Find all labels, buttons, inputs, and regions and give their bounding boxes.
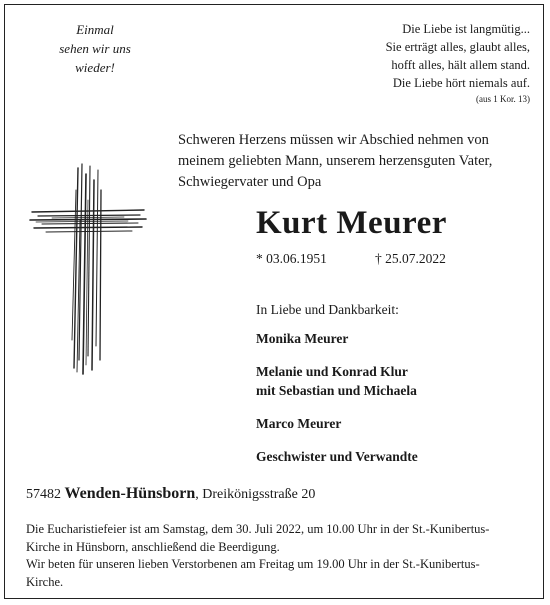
- birth-date: * 03.06.1951: [256, 251, 327, 266]
- address-street: , Dreikönigsstraße 20: [195, 487, 316, 502]
- mourners-lead: In Liebe und Dankbarkeit:: [256, 302, 399, 317]
- motto-line: Einmal: [76, 22, 114, 37]
- mourner-name: Melanie und Konrad Klur: [256, 364, 408, 379]
- service-paragraph: [26, 521, 536, 556]
- mourner-entry: [256, 362, 536, 400]
- mourner-entry: [256, 329, 536, 348]
- service-paragraph: [26, 556, 536, 591]
- mourner-name: Monika Meurer: [256, 331, 349, 346]
- service-line: Kirche in Hünsborn, anschließend die Beerdigung.: [26, 539, 280, 554]
- service-line: Wir beten für unseren lieben Verstorbenen am Freitag um 19.00 Uhr in der St.-Kunibertus-: [26, 557, 480, 571]
- intro-line: Schweren Herzens müssen wir Abschied nehmen von: [178, 132, 489, 148]
- motto: [40, 20, 150, 77]
- cross-icon: [28, 160, 148, 380]
- mourner-entry: [256, 447, 536, 466]
- bible-quote: [270, 20, 530, 106]
- intro-line: Schwiegervater und Opa: [178, 174, 322, 190]
- death-date: † 25.07.2022: [375, 251, 446, 266]
- address: [26, 485, 315, 503]
- quote-line: Sie erträgt alles, glaubt alles,: [385, 40, 530, 54]
- quote-line: Die Liebe hört niemals auf.: [392, 76, 530, 90]
- mourner-entry: [256, 414, 536, 433]
- intro-line: meinem geliebten Mann, unserem herzensguten Vater,: [178, 153, 493, 169]
- motto-line: wieder!: [75, 60, 115, 75]
- deceased-name: Kurt Meurer: [256, 205, 447, 241]
- mourner-name: Geschwister und Verwandte: [256, 449, 418, 464]
- life-dates: [256, 251, 456, 267]
- quote-line: hofft alles, hält allem stand.: [391, 58, 530, 72]
- intro-text: [178, 130, 538, 193]
- service-line: Kirche.: [26, 574, 64, 589]
- service-line: Die Eucharistiefeier ist am Samstag, dem 30. Juli 2022, um 10.00 Uhr in der St.-Kunibertus-: [26, 522, 490, 536]
- mourners-list: [256, 300, 536, 480]
- mourner-name: Marco Meurer: [256, 416, 342, 431]
- quote-reference: (aus 1 Kor. 13): [476, 94, 530, 104]
- quote-line: Die Liebe ist langmütig...: [402, 22, 530, 36]
- address-city: Wenden-Hünsborn: [64, 485, 196, 502]
- mourner-name: mit Sebastian und Michaela: [256, 383, 417, 398]
- service-info: [26, 521, 536, 591]
- address-zip: 57482: [26, 487, 61, 502]
- motto-line: sehen wir uns: [59, 41, 131, 56]
